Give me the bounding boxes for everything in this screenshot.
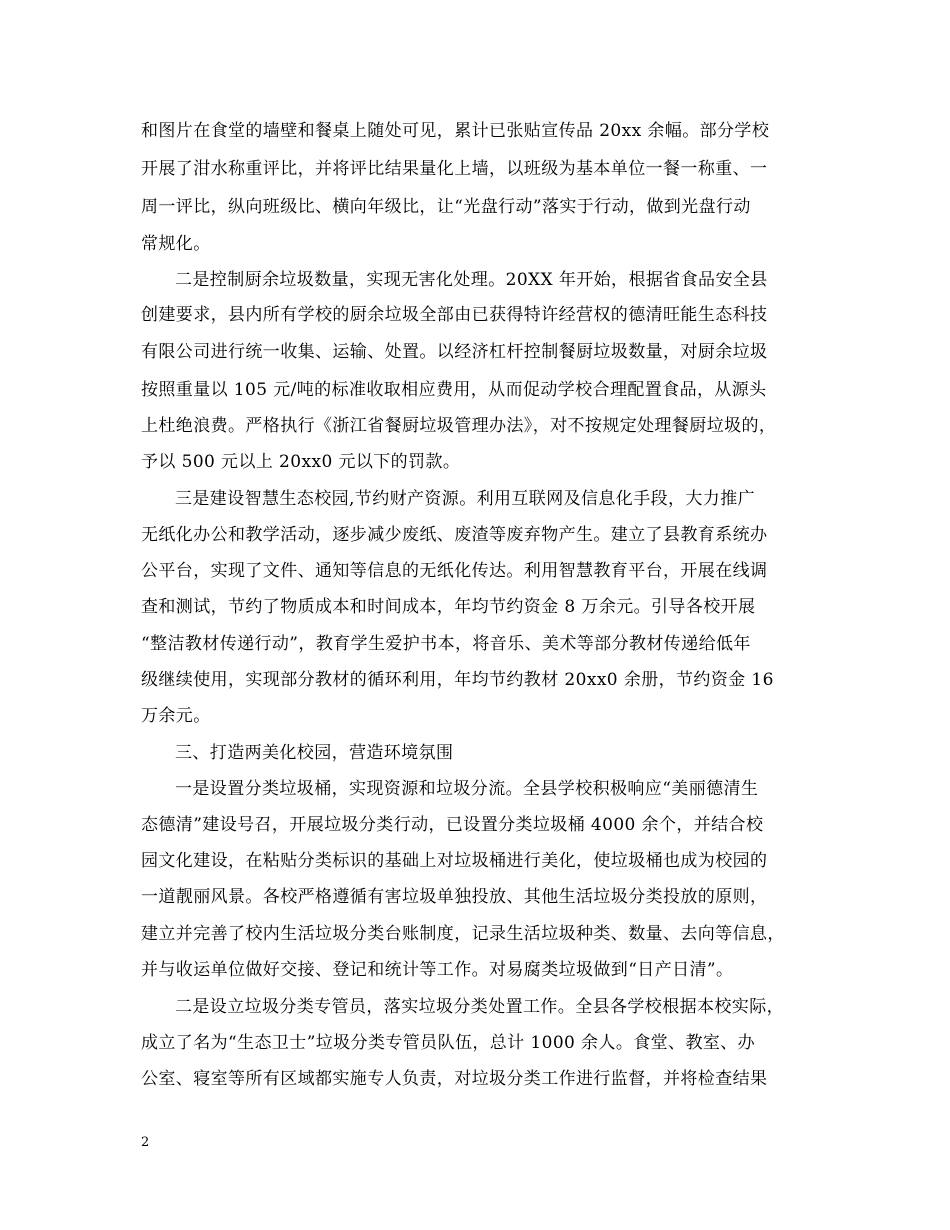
text-line: 二是设立垃圾分类专管员，落实垃圾分类处置工作。全县各学校根据本校实际， xyxy=(175,997,784,1017)
text-line: 按照重量以 105 元/吨的标准收取相应费用，从而促动学校合理配置食品，从源头 xyxy=(141,380,767,400)
text-line: 万余元。 xyxy=(141,706,211,726)
text-line: 有限公司进行统一收集、运输、处置。以经济杠杆控制餐厨垃圾数量，对厨余垃圾 xyxy=(141,342,768,362)
text-line: 常规化。 xyxy=(141,234,211,254)
text-line: 公室、寝室等所有区域都实施专人负责，对垃圾分类工作进行监督，并将检查结果 xyxy=(141,1069,768,1089)
page-number: 2 xyxy=(141,1135,150,1150)
text-line: 开展了泔水称重评比，并将评比结果量化上墙，以班级为基本单位一餐一称重、一 xyxy=(141,159,768,179)
text-line: 并与收运单位做好交接、登记和统计等工作。对易腐类垃圾做到“日产日清”。 xyxy=(141,960,734,980)
text-line: 周一评比，纵向班级比、横向年级比，让“光盘行动”落实于行动，做到光盘行动 xyxy=(141,197,751,217)
text-line: 公平台，实现了文件、通知等信息的无纸化传达。利用智慧教育平台，开展在线调 xyxy=(141,561,768,581)
text-line: 查和测试，节约了物质成本和时间成本，年均节约资金 8 万余元。引导各校开展 xyxy=(141,597,756,617)
text-line: “整洁教材传递行动”，教育学生爱护书本，将音乐、美术等部分教材传递给低年 xyxy=(141,634,751,654)
text-line: 一道靓丽风景。各校严格遵循有害垃圾单独投放、其他生活垃圾分类投放的原则， xyxy=(141,887,768,907)
text-line: 予以 500 元以上 20xx0 元以下的罚款。 xyxy=(141,452,461,472)
text-line: 上杜绝浪费。严格执行《浙江省餐厨垃圾管理办法》，对不按规定处理餐厨垃圾的， xyxy=(141,416,777,436)
text-line: 和图片在食堂的墙壁和餐桌上随处可见，累计已张贴宣传品 20xx 余幅。部分学校 xyxy=(141,121,770,141)
text-line: 园文化建设，在粘贴分类标识的基础上对垃圾桶进行美化，使垃圾桶也成为校园的 xyxy=(141,851,768,871)
text-line: 建立并完善了校内生活垃圾分类台账制度，记录生活垃圾种类、数量、去向等信息， xyxy=(141,924,785,944)
text-line: 成立了名为“生态卫士”垃圾分类专管员队伍，总计 1000 余人。食堂、教室、办 xyxy=(141,1033,756,1053)
text-line: 三是建设智慧生态校园,节约财产资源。利用互联网及信息化手段，大力推广 xyxy=(175,489,756,509)
section-heading: 三、打造两美化校园，营造环境氛围 xyxy=(175,743,454,763)
text-line: 态德清”建设号召，开展垃圾分类行动，已设置分类垃圾桶 4000 余个，并结合校 xyxy=(141,815,764,835)
text-line: 一是设置分类垃圾桶，实现资源和垃圾分流。全县学校积极响应“美丽德清生 xyxy=(175,779,759,799)
text-line: 二是控制厨余垃圾数量，实现无害化处理。20XX 年开始，根据省食品安全县 xyxy=(175,270,768,290)
text-line: 级继续使用，实现部分教材的循环利用，年均节约教材 20xx0 余册，节约资金 16 xyxy=(141,670,774,690)
text-line: 创建要求，县内所有学校的厨余垃圾全部由已获得特许经营权的德清旺能生态科技 xyxy=(141,305,768,325)
text-line: 无纸化办公和教学活动，逐步减少废纸、废渣等废弃物产生。建立了县教育系统办 xyxy=(141,525,768,545)
